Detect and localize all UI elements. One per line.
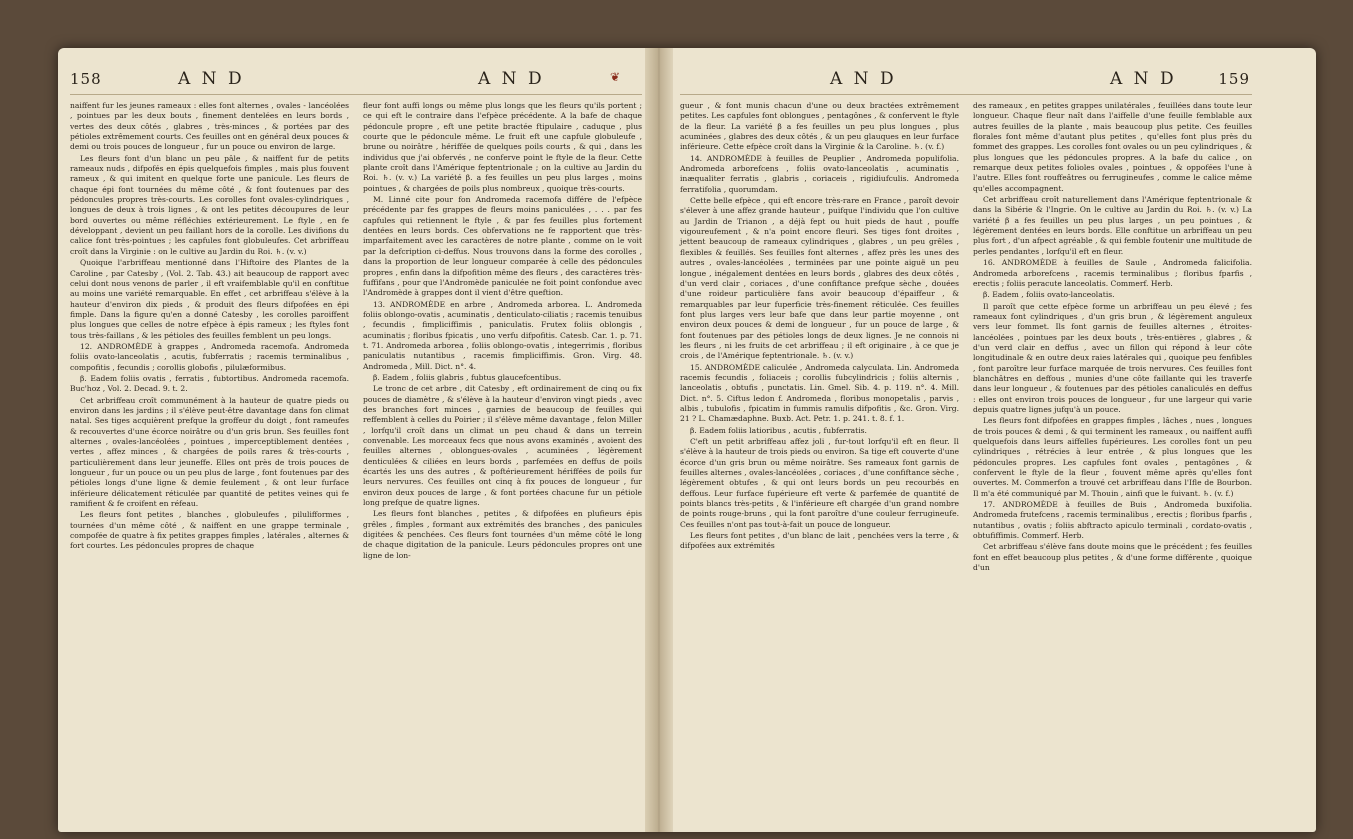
- book-gutter: [645, 48, 673, 832]
- paragraph: 16. ANDROMÈDE à feuilles de Saule , Andromeda falicifolia. Andromeda arborefcens , racemis terminalibus ; floribus fparfis , erectis ; foliis peracute lanceolatis. Commerf. Herb.: [973, 258, 1252, 288]
- paragraph: β. Eadem , foliis glabris , fubtus glaucefcentibus.: [373, 372, 562, 382]
- paragraph: M. Linné cite pour fon Andromeda racemofa différe de l'efpèce précédente par fes grappes de fleurs moins paniculées , . . . par fes capfules qui retiennent le ftyle , & par fes feuilles plus fortement dentées en leurs bords. Ces obfervations ne fe rapportent que très-imparfaitement avec les caractères de notre plante , comme on le voit par la defcription ci-deffus. Nous trouvons dans la forme des corolles , dans la proportion de leur longueur comparée à celle des pédoncules propres , enfin dans la difpofition même des fleurs , des caractères très-fuffifans , pour que l'Andromède paniculée ne foit point confondue avec l'Andromède à grappes dont il vient d'être queftion.: [363, 195, 642, 298]
- paragraph: Cette belle efpèce , qui eft encore très-rare en France , paroît devoir s'élever à une affez grande hauteur , puifque l'individu que l'on cultive au Jardin de Trianon , a déjà fept ou huit pieds de haut , pouffe vigoureufement , & n'a point encore fleuri. Ses tiges font droites , jettent beaucoup de rameaux cylindriques , glabres , un peu grêles , flexibles & feuillés. Ses feuilles font alternes , affez près les unes des autres , ovales-lancéolées , terminées par une pointe aiguë un peu longue , inégalement dentées en leurs bords , glabres des deux côtés , d'un verd clair , coriaces , d'une confiftance prefque sèche , douées d'une roideur particulière fans avoir beaucoup d'épaiffeur , & remarquables par leur fuperficie très-finement réticulée. Ces feuilles font plus larges vers leur bafe que dans leur partie moyenne , ont environ deux pouces & demi de longueur , fur un pouce de large , & font foutenues par des pétioles longs de deux lignes. Je ne connois ni les fleurs , ni les fruits de cet arbriffeau ; il eft originaire , à ce que je crois , de l'Amérique feptentrionale. ♄. (v. v.): [680, 196, 959, 361]
- head-word: A N D: [178, 69, 245, 89]
- paragraph: Cet arbriffeau croît naturellement dans l'Amérique feptentrionale & dans la Sibérie & l'Ingrie. On le cultive au Jardin du Roi. ♄. (v. v.) La variété β a fes feuilles un peu plus larges , un peu pointues , & légèrement dentées en leurs bords. Elle conftitue un arbriffeau un peu plus fort , d'un afpect agréable , & qui femble foutenir une multitude de perles pendantes , lorfqu'il eft en fleur.: [973, 195, 1252, 256]
- paragraph: β. Eadem foliis latioribus , acutis , fubferratis.: [690, 425, 867, 435]
- paragraph: des rameaux , en petites grappes unilatérales , feuillées dans toute leur longueur. Chaque fleur naît dans l'aiffelle d'une feuille femblable aux autres feuilles de la plante , mais beaucoup plus petite. Ces feuilles florales font même d'autant plus petites , qu'elles font plus près du fommet des grappes. Les corolles font ovales ou un peu cylindriques , & plus longues que les pédoncules propres. A la bafe du calice , on remarque deux petites folioles ovales , pointues , & oppofées l'une à l'autre. Elles font rouffeâtres ou ferrugineufes , comme le calice même qu'elles accompagnent.: [973, 101, 1252, 193]
- page-number-left: 158: [70, 70, 102, 88]
- paragraph: Quoique l'arbriffeau mentionné dans l'Hiftoire des Plantes de la Caroline , par Catesby , (Vol. 2. Tab. 43.) ait beaucoup de rapport avec celui dont nous venons de parler , il eft vraifemblable qu'il en conftitue au moins une variété remarquable. En effet , cet arbriffeau s'élève à la hauteur d'environ dix pieds , & produit des fleurs difpofées en épi fimple. Dans la figure qu'en a donné Catesby , les corolles paroiffent plus longues que celles de notre efpèce à épis rameux ; les ftyles font tous très-faillans , & les pétioles des feuilles femblent un peu longs.: [70, 258, 349, 340]
- paragraph: Les fleurs font petites , blanches , globuleufes , pilulifformes , tournées d'un même côté , & naiffent en une grappe terminale , compofée de quatre à fix petites grappes fimples , latérales , alternes & fort courtes. Les pédoncules propres de chaque: [70, 510, 349, 551]
- head-word: A N D: [830, 69, 897, 89]
- text-column: [973, 101, 1252, 574]
- paragraph: 15. ANDROMÈDE caliculée , Andromeda calyculata. Lin. Andromeda racemis fecundis , foliaceis ; corollis fubcylindricis ; foliis alternis , lanceolatis , obtufis , punctatis. Lin. Gmel. Sib. 4. p. 119. n°. 4. Mill. Dict. n°. 5. Ciftus ledon f. Andromeda , floribus monopetalis , parvis , albis , tubulofis , fpicatim in fummis ramulis difpofitis , &c. Gron. Virg. 21 ? L. Chamædaphne. Buxb. Act. Petr. 1. p. 241. t. 8. f. 1.: [680, 362, 959, 424]
- text-column: [363, 101, 642, 562]
- paragraph: 12. ANDROMÈDE à grappes , Andromeda racemofa. Andromeda foliis ovato-lanceolatis , acutis, fubferratis ; racemis terminalibus , compofitis , fecundis ; corollis globofis , pilulæformibus.: [70, 341, 349, 372]
- paragraph: β. Eadem , foliis ovato-lanceolatis.: [983, 290, 1115, 300]
- head-word: A N D: [1110, 69, 1177, 89]
- paragraph: C'eft un petit arbriffeau affez joli , fur-tout lorfqu'il eft en fleur. Il s'élève à la hauteur de trois pieds ou environ. Sa tige eft couverte d'une écorce d'un gris brun ou même noirâtre. Ses rameaux font garnis de feuilles alternes , ovales-lancéolées , coriaces , d'une confiftance sèche , légèrement obtufes , & qui ont leurs bords un peu recourbés en deffous. Leur furface fupérieure eft verte & parfemée de quantité de points blancs très-petits , & l'inférieure eft chargée d'un grand nombre de points rouge-bruns , qui la font paroître d'une couleur ferrugineufe. Ces feuilles n'ont pas tout-à-fait un pouce de longueur.: [680, 437, 959, 529]
- paragraph: 13. ANDROMÈDE en arbre , Andromeda arborea. L. Andromeda foliis oblongo-ovatis , acuminatis , denticulato-ciliatis ; racemis tenuibus , fecundis , fimpliciffimis , paniculatis. Frutex foliis oblongis , acuminatis ; floribus fpicatis , uno verfu difpofitis. Catesb. Car. 1. p. 71. t. 71. Andromeda arborea , foliis oblongo-ovatis , integerrimis , floribus paniculatis nutantibus , racemis fimpliciffimis. Gron. Virg. 48. Andromeda , Mill. Dict. n°. 4.: [363, 299, 642, 371]
- paragraph: Il paroît que cette efpèce forme un arbriffeau un peu élevé ; fes rameaux font cylindriques , d'un gris brun , & légèrement anguleux vers leur fommet. Ils font garnis de feuilles alternes , étroites-lancéolées , pointues par les deux bouts , très-entières , glabres , & d'un verd clair en deffus , avec un fillon qui répond à leur côte longitudinale & en outre deux raies latérales qui , quoique peu fenfibles , font paroître leur furface marquée de trois nervures. Ces feuilles font blanchâtres en deffous , munies d'une côte faillante qui les traverfe dans leur longueur , & foutenues par des pétioles canaliculés en deffus : elles ont environ trois pouces de longueur , fur une largeur qui varie depuis quatre lignes jufqu'à un pouce.: [973, 301, 1252, 414]
- paragraph: Les fleurs font d'un blanc un peu pâle , & naiffent fur de petits rameaux nuds , difpofés en épis quelquefois fimples , mais plus fouvent rameux , & qui imitent en quelque forte une panicule. Les fleurs de chaque épi font tournées du même côté , & font foutenues par des pédoncules propres très-courts. Les corolles font ovales-cylindriques , longues de deux à trois lignes , & ont les petites découpures de leur bord ouvertes ou même réfléchies extérieurement. Le ftyle , en fe développant , devient un peu faillant hors de la corolle. Les divifions du calice font très-pointues ; les capfules font globuleufes. Cet arbriffeau croît dans la Virginie : on le cultive au Jardin du Roi. ♄. (v. v.): [70, 153, 349, 256]
- ornament-mark: ❦: [610, 70, 621, 84]
- paragraph: Les fleurs font petites , d'un blanc de lait , penchées vers la terre , & difpofées aux extrémités: [680, 531, 959, 551]
- running-head-left: [70, 66, 642, 95]
- paragraph: Les fleurs font difpofées en grappes fimples , lâches , nues , longues de trois pouces & demi , & qui terminent les rameaux , ou naiffent auffi quelquefois dans leurs aiffelles fupérieures. Les corolles font un peu cylindriques , rétrécies à leur entrée , & plus longues que les pédoncules propres. Les capfules font ovales , pentagônes , & confervent le ftyle de la fleur , fouvent même après qu'elles font ouvertes. M. Commerfon a trouvé cet arbriffeau dans l'Ifle de Bourbon. Il m'a été communiqué par M. Thouin , ainfi que le fuivant. ♄. (v. f.): [973, 416, 1252, 498]
- paragraph: 14. ANDROMÈDE à feuilles de Peuplier , Andromeda populifolia. Andromeda arborefcens , foliis ovato-lanceolatis , acuminatis , inæqualiter ferratis , glabris , coriaceis , rigidiufculis. Andromeda ferratifolia , quorumdam.: [680, 153, 959, 194]
- running-head-right: [680, 66, 1252, 95]
- paragraph: β. Eadem foliis ovatis , ferratis , fubtortibus. Andromeda racemofa. Buc'hoz , Vol. 2. Decad. 9. t. 2.: [70, 373, 349, 394]
- paragraph: naiffent fur les jeunes rameaux : elles font alternes , ovales - lancéolées , pointues par les deux bouts , finement dentelées en leurs bords , vertes des deux côtés , glabres , très-minces , & portées par des pétioles extrêmement courts. Ces feuilles ont en général deux pouces & demi ou trois pouces de longueur , fur un pouce ou environ de large.: [70, 101, 349, 152]
- text-column: [70, 101, 349, 562]
- text-column: [680, 101, 959, 574]
- page-number-right: 159: [1218, 70, 1250, 88]
- left-page: [70, 66, 642, 826]
- paragraph: Cet arbriffeau croît communément à la hauteur de quatre pieds ou environ dans les jardins ; il s'élève peut-être davantage dans fon climat natal. Ses tiges acquièrent prefque la groffeur du doigt , font rameufes & recouvertes d'une écorce noirâtre ou d'un gris brun. Ses feuilles font alternes , ovales-lancéolées , pointues , imperceptiblement dentées , vertes , affez minces , & chargées de poils rares & très-courts , particulièrement dans leur jeuneffe. Elles ont près de trois pouces de longueur , fur un pouce ou un peu plus de large , font foutenues par des pétioles longs d'une ligne & demie feulement , & ont leur furface inférieure délicatement réticulée par quantité de petites veines qui fe ramifient & fe croifent en réfeau.: [70, 395, 349, 509]
- paragraph: fleur font auffi longs ou même plus longs que les fleurs qu'ils portent ; ce qui eft le contraire dans l'efpèce précédente. A la bafe de chaque pédoncule propre , eft une petite bractée ftipulaire , caduque , plus courte que le pédoncule même. Le fruit eft une capfule globuleufe , brune ou noirâtre , hériffée de quelques poils courts , & qui , dans les individus que j'ai obfervés , ne conferve point le ftyle de la fleur. Cette plante croît dans l'Amérique feptentrionale ; on la cultive au Jardin du Roi. ♄. (v. v.) La variété β. a fes feuilles un peu plus larges , moins pointues , & chargées de poils plus nombreux , quoique très-courts.: [363, 101, 642, 193]
- paragraph: 17. ANDROMÈDE à feuilles de Buis , Andromeda buxifolia. Andromeda frutefcens , racemis terminalibus , erectis ; floribus fparfis , nutantibus , ovatis ; foliis abftracto apiculo terminali , cordato-ovatis , obtufiffimis. Commerf. Herb.: [973, 500, 1252, 541]
- paragraph: Les fleurs font blanches , petites , & difpofées en plufieurs épis grêles , fimples , formant aux extrémités des branches , des panicules digitées & penchées. Ces fleurs font tournées d'un même côté le long de chaque digitation de la panicule. Leurs pédoncules propres ont une ligne de lon-: [363, 509, 642, 560]
- head-word: A N D: [478, 69, 545, 89]
- paragraph: Le tronc de cet arbre , dit Catesby , eft ordinairement de cinq ou fix pouces de diamètre , & s'élève à la hauteur d'environ vingt pieds , avec des branches fort minces , garnies de beaucoup de feuilles qui reffemblent à celles du Poirier ; il s'élève même davantage , felon Miller , lorfqu'il croît dans un climat un peu chaud & dans un terrein convenable. Les morceaux fecs que nous avons examinés , avoient des feuilles alternes , oblongues-ovales , acuminées , légèrement denticulées & ciliées en leurs bords , parfemées en deffus de poils écartés les uns des autres , & poftérieurement hériffées de poils fur leurs nervures. Ces feuilles ont cinq à fix pouces de longueur , fur environ deux pouces de large , & font portées chacune fur un pétiole long prefque de quatre lignes.: [363, 384, 642, 508]
- paragraph: gueur , & font munis chacun d'une ou deux bractées extrêmement petites. Les capfules font oblongues , pentagônes , & confervent le ftyle de la fleur. La variété β a fes feuilles un peu plus longues , plus acuminées , glabres des deux côtés , & un peu glauques en leur furface inférieure. Cette efpèce croît dans la Virginie & la Caroline. ♄. (v. f.): [680, 101, 959, 152]
- paragraph: Cet arbriffeau s'élève fans doute moins que le précédent ; fes feuilles font en effet beaucoup plus petites , & d'une forme différente , quoique d'un: [973, 542, 1252, 573]
- right-page: [680, 66, 1252, 826]
